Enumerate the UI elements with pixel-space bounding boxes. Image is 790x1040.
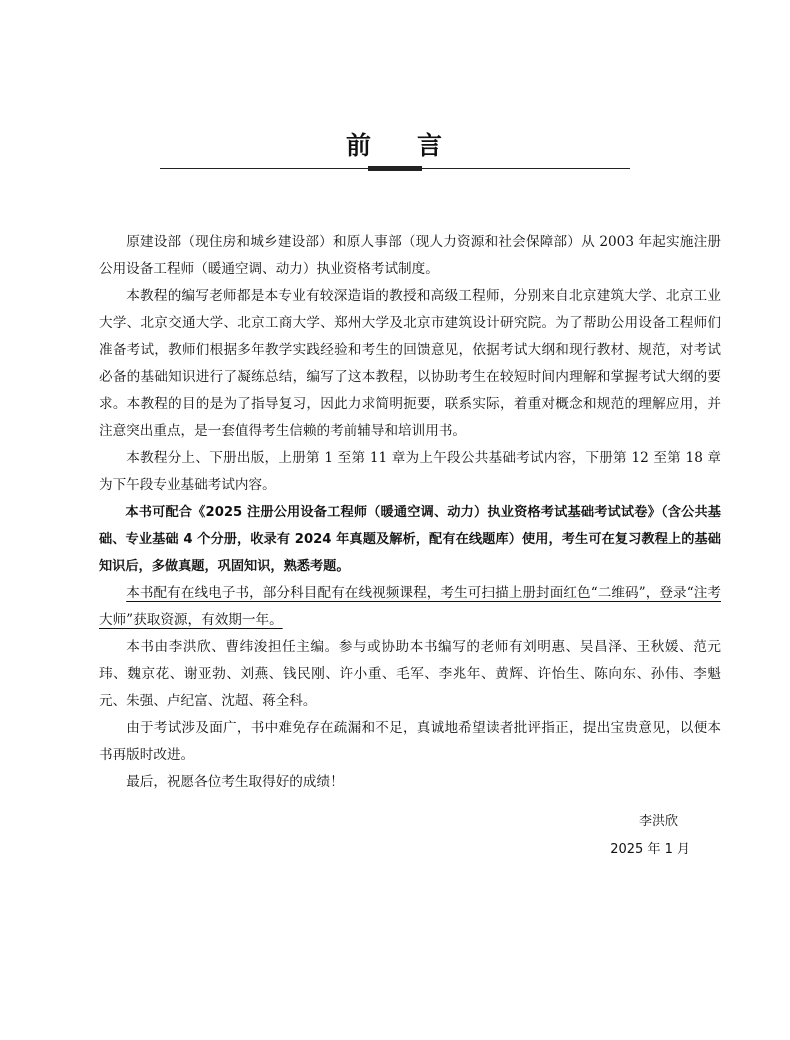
paragraph-editors: 本书由李洪欣、曹纬浚担任主编。参与或协助本书编写的老师有刘明惠、吴昌泽、王秋媛、范元玮、魏京花、谢亚勃、刘燕、钱民刚、许小重、毛军、李兆年、黄辉、许怡生、陈向东、孙伟、李魁元、朱强、卢纪富、沈超、蒋全科。 [99,639,721,709]
paragraph-online-resources: 本书配有在线电子书，部分科目配有在线视频课程，考生可扫描上册封面红色“二维码”，登录“注考大师”获取资源，有效期一年。 [99,585,721,628]
title-char-1: 前 [345,131,373,160]
signature-date: 2025 年 1 月 [610,842,690,857]
paragraph-volumes: 本教程分上、下册出版，上册第 1 至第 11 章为上午段公共基础考试内容，下册第 12 至第 18 章为下午段专业基础考试内容。 [99,450,721,493]
paragraph-authors: 本教程的编写老师都是本专业有较深造诣的教授和高级工程师，分别来自北京建筑大学、北京工业大学、北京交通大学、北京工商大学、郑州大学及北京市建筑设计研究院。为了帮助公用设备工程师们准备考试，教师们根据多年教学实践经验和考生的回馈意见，依据考试大纲和现行教材、规范，对考试必备的基础知识进行了凝练总结，编写了这本教程，以协助考生在较短时间内理解和掌握考试大纲的要求。本教程的目的是为了指导复习，因此力求简明扼要，联系实际，着重对概念和规范的理解应用，并注意突出重点，是一套值得考生信赖的考前辅导和培训用书。 [99,288,721,439]
preface-body [99,229,721,796]
title-char-2: 言 [417,131,445,160]
paragraph-feedback: 由于考试涉及面广，书中难免存在疏漏和不足，真诚地希望读者批评指正，提出宝贵意见，以便本书再版时改进。 [99,720,721,763]
page-title [0,126,790,162]
paragraph-closing: 最后，祝愿各位考生取得好的成绩！ [126,774,344,790]
signature-name: 李洪欣 [638,814,678,829]
title-divider-accent [368,166,422,171]
paragraph-exam-history: 原建设部（现住房和城乡建设部）和原人事部（现人力资源和社会保障部）从 2003 年起实施注册公用设备工程师（暖通空调、动力）执业资格考试制度。 [99,234,721,277]
paragraph-companion-book: 本书可配合《2025 注册公用设备工程师（暖通空调、动力）执业资格考试基础考试试卷》（含公共基础、专业基础 4 个分册，收录有 2024 年真题及解析，配有在线题库）使用，考生可在复习教程上的基础知识后，多做真题，巩固知识，熟悉考题。 [99,505,721,574]
